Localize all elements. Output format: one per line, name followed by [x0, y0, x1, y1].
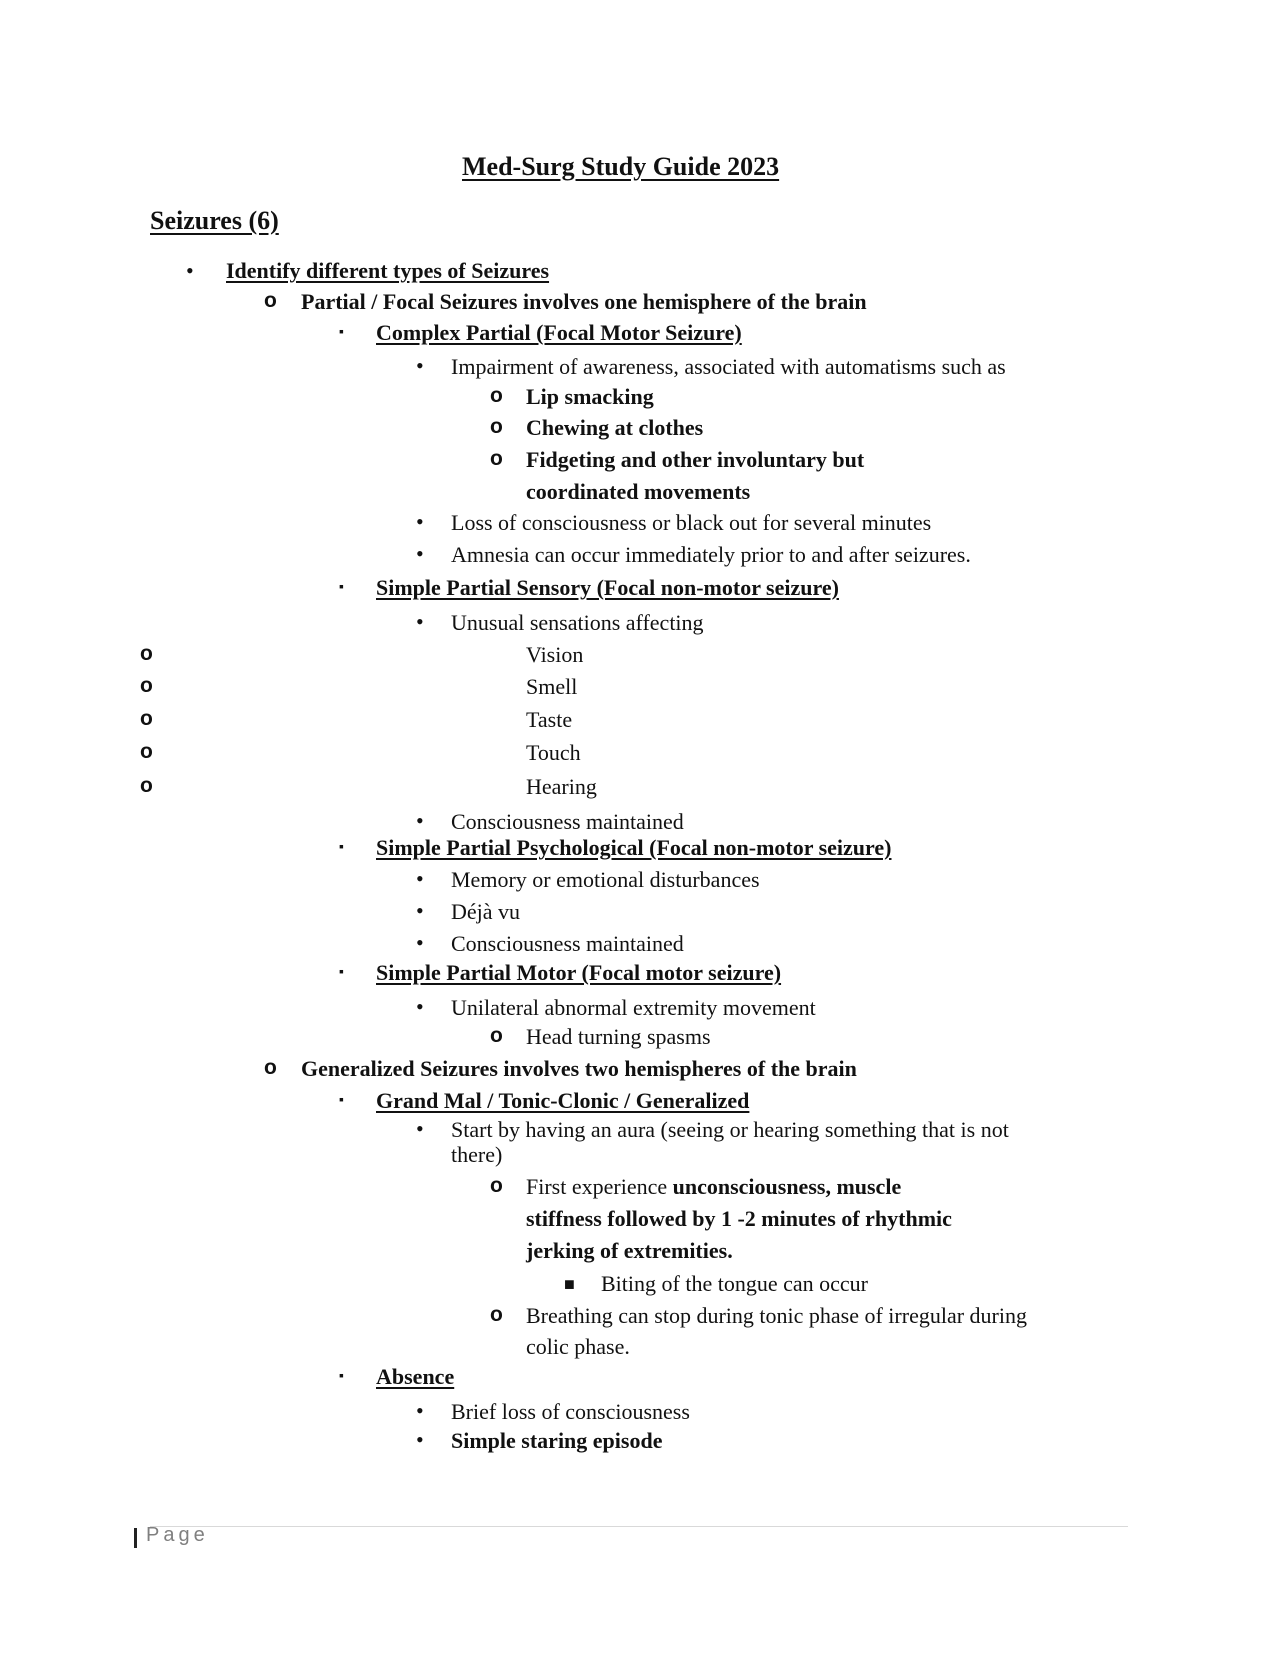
footer-divider: [150, 1526, 1128, 1527]
bullet-marker: •: [416, 994, 424, 1019]
square-marker: ▪: [339, 965, 344, 980]
list-item-fidgeting-cont: coordinated movements: [526, 479, 751, 504]
bullet-marker: •: [416, 609, 424, 634]
bullet-marker: •: [416, 1398, 424, 1423]
list-item-deja-vu: Déjà vu: [451, 899, 521, 924]
square-marker: ▪: [339, 325, 344, 340]
bullet-marker: •: [416, 509, 424, 534]
list-item-memory: Memory or emotional disturbances: [451, 867, 760, 892]
list-item-consciousness-2: Consciousness maintained: [451, 931, 684, 956]
circle-marker: o: [490, 1303, 503, 1326]
first-experience-plain: First experience: [526, 1174, 673, 1199]
list-item-partial: Partial / Focal Seizures involves one hemisphere of the brain: [301, 289, 867, 314]
list-item-unusual: Unusual sensations affecting: [451, 610, 704, 635]
list-item-staring: Simple staring episode: [451, 1428, 663, 1453]
circle-marker: o: [140, 674, 153, 697]
list-item-taste: Taste: [526, 707, 573, 732]
list-item-identify: Identify different types of Seizures: [226, 258, 550, 283]
bullet-marker: •: [416, 930, 424, 955]
bullet-marker: •: [416, 866, 424, 891]
list-item-breathing: Breathing can stop during tonic phase of irregular during: [526, 1303, 1027, 1328]
circle-marker: o: [490, 384, 503, 407]
list-item-biting: Biting of the tongue can occur: [601, 1271, 868, 1296]
list-item-brief-loss: Brief loss of consciousness: [451, 1399, 690, 1424]
footer-bar: [134, 1528, 137, 1548]
square-marker: ▪: [339, 840, 344, 855]
list-item-stiffness: stiffness followed by 1 -2 minutes of rhythmic: [526, 1206, 952, 1231]
list-item-jerking: jerking of extremities.: [526, 1238, 733, 1263]
circle-marker: o: [140, 642, 153, 665]
list-item-generalized: Generalized Seizures involves two hemispheres of the brain: [301, 1056, 857, 1081]
bullet-marker: •: [186, 258, 194, 283]
list-item-psychological: Simple Partial Psychological (Focal non-motor seizure): [376, 835, 892, 860]
circle-marker: o: [490, 415, 503, 438]
circle-marker: o: [490, 1024, 503, 1047]
list-item-lip-smacking: Lip smacking: [526, 384, 654, 409]
bullet-marker: •: [416, 808, 424, 833]
list-item-fidgeting: Fidgeting and other involuntary but: [526, 447, 865, 472]
bullet-marker: •: [416, 353, 424, 378]
square-marker: ▪: [339, 1093, 344, 1108]
list-item-breathing-cont: colic phase.: [526, 1334, 630, 1359]
list-item-motor: Simple Partial Motor (Focal motor seizure): [376, 960, 782, 985]
list-item-complex-partial: Complex Partial (Focal Motor Seizure): [376, 320, 742, 345]
list-item-sensory: Simple Partial Sensory (Focal non-motor seizure): [376, 575, 839, 600]
list-item-consciousness-1: Consciousness maintained: [451, 809, 684, 834]
list-item-smell: Smell: [526, 674, 578, 699]
circle-marker: o: [140, 774, 153, 797]
circle-marker: o: [264, 289, 277, 312]
list-item-hearing: Hearing: [526, 774, 597, 799]
circle-marker: o: [140, 740, 153, 763]
square-marker: ▪: [339, 580, 344, 595]
list-item-unilateral: Unilateral abnormal extremity movement: [451, 995, 816, 1020]
list-item-touch: Touch: [526, 740, 581, 765]
footer-page-label: Page: [146, 1524, 209, 1546]
circle-marker: o: [490, 1174, 503, 1197]
bullet-marker: •: [416, 541, 424, 566]
square-marker: ▪: [339, 1369, 344, 1384]
section-heading: Seizures (6): [150, 206, 279, 235]
list-item-amnesia: Amnesia can occur immediately prior to and after seizures.: [451, 542, 971, 567]
list-item-absence: Absence: [376, 1364, 455, 1389]
list-item-vision: Vision: [526, 642, 584, 667]
list-item-grand-mal: Grand Mal / Tonic-Clonic / Generalized: [376, 1088, 750, 1113]
circle-marker: o: [490, 447, 503, 470]
list-item-aura-cont: there): [451, 1142, 503, 1167]
block-marker: ■: [564, 1274, 575, 1294]
bullet-marker: •: [416, 1427, 424, 1452]
list-item-loss: Loss of consciousness or black out for several minutes: [451, 510, 932, 535]
bullet-marker: •: [416, 898, 424, 923]
list-item-head-turning: Head turning spasms: [526, 1024, 711, 1049]
circle-marker: o: [140, 707, 153, 730]
list-item-aura: Start by having an aura (seeing or hearing something that is not: [451, 1117, 1009, 1142]
bullet-marker: •: [416, 1116, 424, 1141]
page-title: Med-Surg Study Guide 2023: [462, 152, 780, 181]
first-experience-bold: unconsciousness, muscle: [672, 1174, 902, 1199]
list-item-chewing: Chewing at clothes: [526, 415, 704, 440]
list-item-first-experience: [526, 1174, 901, 1200]
list-item-impairment: Impairment of awareness, associated with automatisms such as: [451, 354, 1006, 379]
circle-marker: o: [264, 1056, 277, 1079]
